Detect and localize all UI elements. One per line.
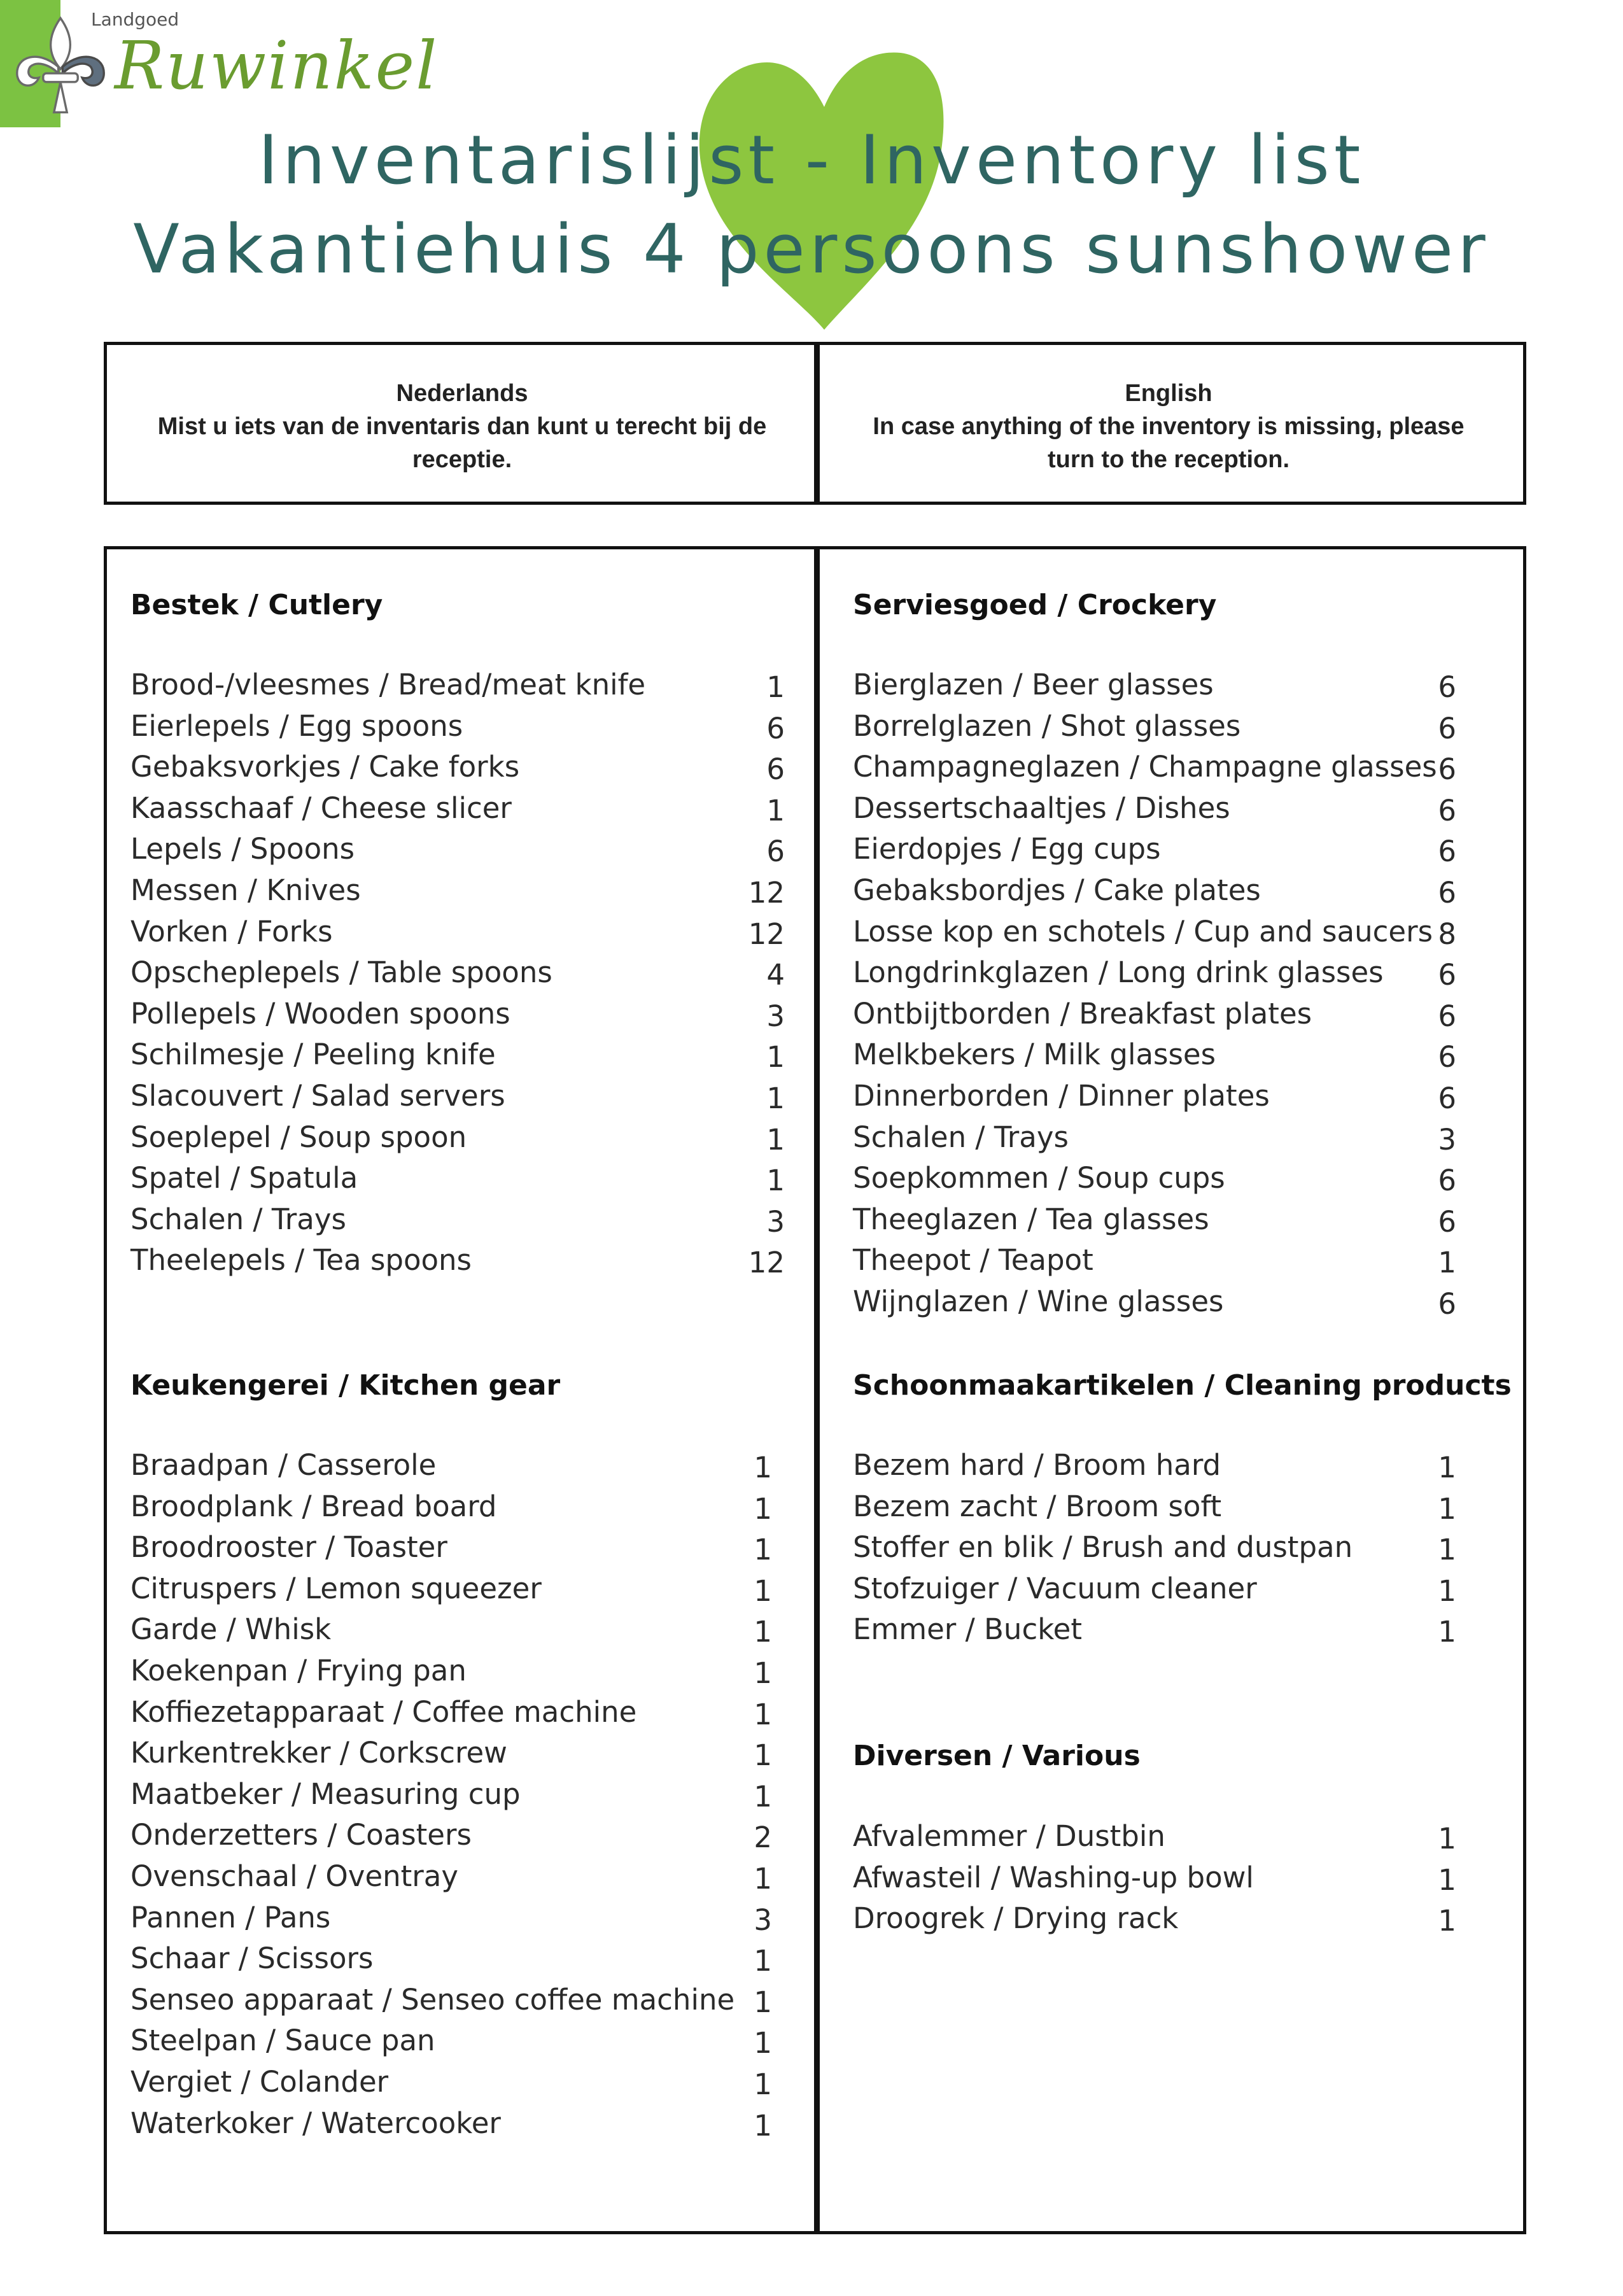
list-item [853,1490,1489,1531]
item-name: Dinnerborden / Dinner plates [853,1078,1270,1113]
item-name: Dessertschaaltjes / Dishes [853,791,1230,825]
list-item [853,1038,1489,1079]
list-item [853,955,1489,997]
item-quantity: 1 [766,793,785,828]
item-name: Lepels / Spoons [130,832,355,866]
item-name: Bierglazen / Beer glasses [853,668,1214,701]
item-name: Ovenschaal / Oventray [130,1859,458,1893]
list-item [853,1161,1489,1202]
item-quantity: 1 [766,1081,785,1115]
list-item [853,1120,1489,1162]
item-name: Wijnglazen / Wine glasses [853,1284,1224,1318]
item-quantity: 6 [1438,1286,1456,1321]
item-quantity: 1 [754,1451,772,1484]
item-name: Spatel / Spatula [130,1161,358,1195]
item-name: Eierdopjes / Egg cups [853,832,1161,866]
item-name: Onderzetters / Coasters [130,1818,472,1852]
list-item [853,915,1489,956]
list-item [130,1038,792,1079]
intro-dutch-heading: Nederlands [396,380,528,407]
item-quantity: 6 [1438,1040,1456,1074]
item-name: Borrelglazen / Shot glasses [853,708,1241,743]
item-name: Soeplepel / Soup spoon [130,1120,467,1154]
item-quantity: 8 [1438,917,1456,951]
item-quantity: 6 [1438,670,1456,704]
item-name: Broodplank / Bread board [130,1489,497,1523]
list-item [130,1448,792,1490]
item-name: Senseo apparaat / Senseo coffee machine [130,1982,735,2017]
intro-english [825,377,1512,476]
list-item [853,668,1489,709]
item-quantity: 1 [754,1738,772,1773]
item-quantity: 6 [1438,835,1456,869]
item-quantity: 1 [1438,1246,1456,1280]
list-item [853,1243,1489,1285]
item-name: Schilmesje / Peeling knife [130,1038,496,1072]
list-item [853,709,1489,750]
inventory-divider [814,549,820,2231]
item-name: Brood-/vleesmes / Bread/meat knife [130,668,646,701]
item-name: Pollepels / Wooden spoons [130,996,510,1031]
item-quantity: 6 [1438,793,1456,828]
list-item [853,1202,1489,1244]
item-quantity: 1 [1438,1822,1456,1856]
item-quantity: 1 [754,1615,772,1649]
item-quantity: 6 [1438,711,1456,745]
item-name: Theeglazen / Tea glasses [853,1202,1209,1236]
item-quantity: 1 [754,1779,772,1814]
list-item [130,1818,792,1859]
item-name: Afwasteil / Washing-up bowl [853,1860,1254,1894]
item-name: Ontbijtborden / Breakfast plates [853,996,1312,1031]
item-name: Maatbeker / Measuring cup [130,1777,521,1811]
list-item [130,955,792,997]
item-name: Droogrek / Drying rack [853,1901,1179,1936]
item-quantity: 1 [754,1985,772,2019]
intro-english-heading: English [1125,380,1212,407]
list-item [130,1530,792,1572]
item-quantity: 2 [754,1821,772,1855]
section-title-cutlery: Bestek / Cutlery [130,589,383,621]
item-name: Melkbekers / Milk glasses [853,1038,1216,1072]
list-item [130,1941,792,1983]
item-quantity: 3 [754,1903,772,1937]
list-item [130,1490,792,1531]
item-quantity: 6 [1438,752,1456,787]
item-name: Opscheplepels / Table spoons [130,955,552,990]
section-title-kitchen: Keukengerei / Kitchen gear [130,1369,561,1402]
item-name: Steelpan / Sauce pan [130,2024,435,2058]
list-item [853,1612,1489,1654]
item-name: Koffiezetapparaat / Coffee machine [130,1694,637,1729]
item-name: Soepkommen / Soup cups [853,1161,1225,1195]
item-name: Bezem hard / Broom hard [853,1448,1221,1482]
item-name: Eierlepels / Egg spoons [130,708,463,743]
list-item [853,1861,1489,1902]
page-title-line-1: Inventarislijst - Inventory list [258,121,1365,199]
item-quantity: 1 [754,1861,772,1896]
list-item [853,832,1489,873]
item-quantity: 3 [1438,1122,1456,1157]
item-name: Theepot / Teapot [853,1243,1093,1278]
section-title-various: Diversen / Various [853,1740,1141,1772]
item-name: Broodrooster / Toaster [130,1530,447,1565]
list-various [853,1819,1489,1943]
item-name: Bezem zacht / Broom soft [853,1489,1222,1523]
item-name: Garde / Whisk [130,1612,332,1647]
item-quantity: 3 [766,999,785,1033]
item-quantity: 1 [754,1697,772,1731]
item-quantity: 1 [766,670,785,704]
list-item [853,1819,1489,1861]
item-name: Citruspers / Lemon squeezer [130,1571,542,1605]
list-item [130,1983,792,2024]
item-quantity: 1 [1438,1451,1456,1484]
list-item [130,668,792,709]
item-name: Kurkentrekker / Corkscrew [130,1736,507,1770]
item-quantity: 1 [1438,1533,1456,1567]
list-item [853,750,1489,791]
list-item [130,1161,792,1202]
item-name: Schalen / Trays [130,1202,346,1236]
logo-subtitle: Landgoed [91,9,179,30]
item-quantity: 1 [1438,1574,1456,1608]
list-item [853,873,1489,915]
item-name: Emmer / Bucket [853,1612,1082,1647]
intro-english-line-1: In case anything of the inventory is missing, please [873,413,1465,440]
item-quantity: 1 [754,2026,772,2060]
item-name: Schaar / Scissors [130,1941,374,1976]
item-quantity: 6 [1438,958,1456,992]
list-item [853,1572,1489,1613]
list-item [130,832,792,873]
list-kitchen-gear [130,1448,792,2147]
item-quantity: 1 [766,1122,785,1157]
item-name: Longdrinkglazen / Long drink glasses [853,955,1384,990]
item-name: Waterkoker / Watercooker [130,2106,501,2140]
item-quantity: 12 [748,917,785,951]
logo-wordmark: Ruwinkel [115,27,439,104]
list-item [130,1120,792,1162]
item-name: Theelepels / Tea spoons [130,1243,472,1278]
item-name: Afvalemmer / Dustbin [853,1819,1165,1853]
item-quantity: 6 [766,835,785,869]
list-item [130,1243,792,1285]
item-quantity: 1 [754,1656,772,1690]
page-title-line-2: Vakantiehuis 4 persoons sunshower [133,210,1490,288]
item-quantity: 6 [1438,1164,1456,1198]
list-item [130,2024,792,2065]
list-item [130,1901,792,1942]
list-item [853,1079,1489,1120]
list-item [130,873,792,915]
item-quantity: 1 [754,1574,772,1608]
list-item [130,1079,792,1120]
item-quantity: 1 [766,1040,785,1074]
item-quantity: 1 [754,2108,772,2143]
list-item [130,750,792,791]
list-item [130,915,792,956]
item-quantity: 1 [1438,1615,1456,1649]
item-quantity: 12 [748,875,785,910]
list-item [853,1901,1489,1943]
list-item [130,1654,792,1695]
list-item [130,791,792,833]
section-title-cleaning: Schoonmaakartikelen / Cleaning products [853,1369,1512,1402]
list-item [130,1572,792,1613]
list-item [130,1859,792,1901]
list-crockery [853,668,1489,1326]
list-item [130,1777,792,1819]
item-quantity: 6 [1438,999,1456,1033]
list-item [853,1530,1489,1572]
intro-box [104,342,1526,505]
intro-dutch [118,377,806,476]
item-name: Gebaksbordjes / Cake plates [853,873,1261,907]
item-name: Slacouvert / Salad servers [130,1078,505,1113]
item-quantity: 6 [1438,875,1456,910]
item-quantity: 6 [1438,1204,1456,1239]
list-item [853,997,1489,1038]
section-title-crockery: Serviesgoed / Crockery [853,589,1217,621]
intro-english-line-2: turn to the reception. [1048,446,1289,473]
list-item [853,1448,1489,1490]
item-name: Messen / Knives [130,873,361,907]
list-cutlery [130,668,792,1285]
item-quantity: 1 [754,1491,772,1526]
list-item [853,1285,1489,1326]
item-name: Champagneglazen / Champagne glasses [853,750,1437,784]
item-name: Vorken / Forks [130,914,333,948]
list-item [130,1695,792,1736]
list-item [130,1736,792,1777]
list-item [130,1612,792,1654]
item-quantity: 1 [1438,1863,1456,1897]
list-item [130,997,792,1038]
item-quantity: 1 [754,1944,772,1978]
intro-dutch-line-1: Mist u iets van de inventaris dan kunt u terecht bij de [157,413,767,440]
item-quantity: 1 [1438,1491,1456,1526]
item-quantity: 1 [754,2067,772,2101]
list-item [130,1202,792,1244]
intro-dutch-line-2: receptie. [412,446,512,473]
item-quantity: 12 [748,1246,785,1280]
item-name: Losse kop en schotels / Cup and saucers [853,914,1433,948]
item-name: Pannen / Pans [130,1900,331,1934]
item-quantity: 1 [766,1164,785,1198]
item-name: Koekenpan / Frying pan [130,1653,467,1687]
item-name: Schalen / Trays [853,1120,1069,1154]
list-item [130,2065,792,2106]
item-name: Braadpan / Casserole [130,1448,437,1482]
item-quantity: 1 [754,1533,772,1567]
item-quantity: 3 [766,1204,785,1239]
item-name: Kaasschaaf / Cheese slicer [130,791,512,825]
item-quantity: 4 [766,958,785,992]
intro-divider [814,345,820,502]
list-item [130,709,792,750]
item-quantity: 6 [766,752,785,787]
item-name: Vergiet / Colander [130,2064,389,2099]
item-quantity: 6 [766,711,785,745]
inventory-box [104,546,1526,2234]
item-name: Stofzuiger / Vacuum cleaner [853,1571,1257,1605]
list-item [130,2106,792,2148]
list-cleaning-products [853,1448,1489,1654]
item-name: Gebaksvorkjes / Cake forks [130,750,520,784]
list-item [853,791,1489,833]
item-quantity: 6 [1438,1081,1456,1115]
item-quantity: 1 [1438,1904,1456,1938]
item-name: Stoffer en blik / Brush and dustpan [853,1530,1353,1565]
